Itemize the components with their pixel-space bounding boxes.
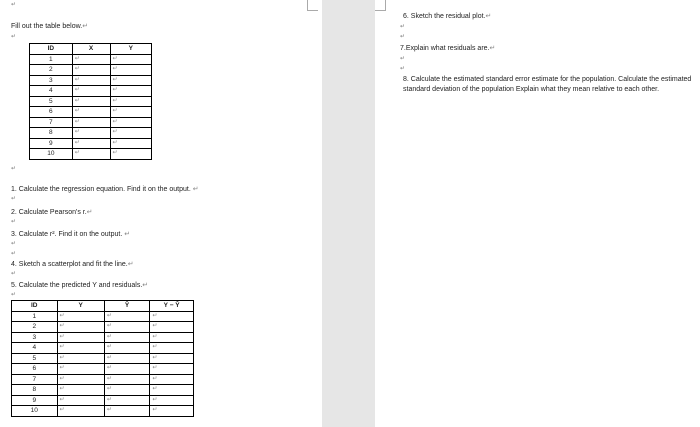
id-cell: 9 [30, 138, 73, 149]
column-header: ID [12, 301, 58, 312]
id-cell: 6 [12, 364, 58, 375]
id-cell: 2 [12, 322, 58, 333]
empty-cell[interactable]: ↵ [110, 117, 152, 128]
column-header: Y [57, 301, 104, 312]
question-8: 8. Calculate the estimated standard error estimate for the population. Calculate the estimated standard deviation of the population Explain what they mean relative to each other. [403, 76, 692, 93]
paragraph-mark: ↵ [11, 34, 17, 40]
table-row [12, 332, 194, 343]
empty-cell[interactable]: ↵ [150, 322, 194, 333]
empty-cell[interactable]: ↵ [150, 311, 194, 322]
empty-cell[interactable]: ↵ [104, 322, 150, 333]
empty-cell[interactable]: ↵ [72, 96, 110, 107]
empty-cell[interactable]: ↵ [110, 128, 152, 139]
paragraph-mark: ↵ [11, 2, 17, 8]
empty-cell[interactable]: ↵ [72, 128, 110, 139]
empty-cell[interactable]: ↵ [57, 332, 104, 343]
paragraph-mark: ↵ [11, 251, 17, 257]
empty-cell[interactable]: ↵ [104, 311, 150, 322]
table-row [30, 128, 152, 139]
table-row [30, 96, 152, 107]
table-row [12, 385, 194, 396]
table-row [30, 138, 152, 149]
question-3: 3. Calculate r². Find it on the output. ↵ [11, 231, 131, 238]
table-row [12, 374, 194, 385]
id-cell: 10 [12, 406, 58, 417]
empty-cell[interactable]: ↵ [104, 332, 150, 343]
question-6: 6. Sketch the residual plot.↵ [403, 13, 492, 20]
table-row [30, 149, 152, 160]
empty-cell[interactable]: ↵ [104, 353, 150, 364]
table-row [12, 343, 194, 354]
table-row [12, 406, 194, 417]
table-row [12, 364, 194, 375]
question-7: 7.Explain what residuals are.↵ [400, 45, 496, 52]
id-cell: 10 [30, 149, 73, 160]
document-page-right [375, 0, 700, 427]
column-header: ID [30, 44, 73, 55]
empty-cell[interactable]: ↵ [57, 406, 104, 417]
empty-cell[interactable]: ↵ [150, 385, 194, 396]
table-row [30, 86, 152, 97]
empty-cell[interactable]: ↵ [110, 107, 152, 118]
empty-cell[interactable]: ↵ [110, 138, 152, 149]
data-table-xy [29, 43, 152, 160]
id-cell: 1 [12, 311, 58, 322]
empty-cell[interactable]: ↵ [104, 406, 150, 417]
empty-cell[interactable]: ↵ [72, 138, 110, 149]
empty-cell[interactable]: ↵ [57, 395, 104, 406]
question-1: 1. Calculate the regression equation. Find it on the output. ↵ [11, 186, 199, 193]
id-cell: 5 [30, 96, 73, 107]
id-cell: 9 [12, 395, 58, 406]
empty-cell[interactable]: ↵ [110, 86, 152, 97]
id-cell: 6 [30, 107, 73, 118]
table-row [12, 395, 194, 406]
empty-cell[interactable]: ↵ [104, 374, 150, 385]
table-row [30, 54, 152, 65]
id-cell: 7 [30, 117, 73, 128]
empty-cell[interactable]: ↵ [57, 353, 104, 364]
id-cell: 5 [12, 353, 58, 364]
id-cell: 4 [12, 343, 58, 354]
empty-cell[interactable]: ↵ [104, 343, 150, 354]
empty-cell[interactable]: ↵ [110, 54, 152, 65]
empty-cell[interactable]: ↵ [110, 149, 152, 160]
page-gap [322, 0, 375, 427]
column-header: Ŷ [104, 301, 150, 312]
table-row [30, 75, 152, 86]
empty-cell[interactable]: ↵ [104, 385, 150, 396]
paragraph-mark: ↵ [11, 271, 17, 277]
table-row [12, 311, 194, 322]
empty-cell[interactable]: ↵ [150, 353, 194, 364]
id-cell: 8 [30, 128, 73, 139]
empty-cell[interactable]: ↵ [72, 107, 110, 118]
column-header: Y − Ŷ [150, 301, 194, 312]
intro-text: Fill out the table below.↵ [11, 23, 89, 30]
empty-cell[interactable]: ↵ [57, 322, 104, 333]
empty-cell[interactable]: ↵ [72, 117, 110, 128]
table-row [30, 117, 152, 128]
paragraph-mark: ↵ [11, 166, 17, 172]
document-page-left [0, 0, 322, 427]
question-2: 2. Calculate Pearson's r.↵ [11, 209, 93, 216]
empty-cell[interactable]: ↵ [57, 343, 104, 354]
id-cell: 2 [30, 65, 73, 76]
empty-cell[interactable]: ↵ [72, 149, 110, 160]
paragraph-mark: ↵ [11, 219, 17, 225]
table-row [12, 322, 194, 333]
empty-cell[interactable]: ↵ [150, 364, 194, 375]
id-cell: 1 [30, 54, 73, 65]
table-row [12, 353, 194, 364]
id-cell: 3 [30, 75, 73, 86]
question-4: 4. Sketch a scatterplot and fit the line.↵ [11, 261, 134, 268]
question-5: 5. Calculate the predicted Y and residuals.↵ [11, 282, 149, 289]
column-header: Y [110, 44, 152, 55]
paragraph-mark: ↵ [11, 196, 17, 202]
empty-cell[interactable]: ↵ [57, 374, 104, 385]
empty-cell[interactable]: ↵ [150, 406, 194, 417]
empty-cell[interactable]: ↵ [57, 364, 104, 375]
table-row [30, 65, 152, 76]
paragraph-mark: ↵ [400, 34, 406, 40]
column-header: X [72, 44, 110, 55]
paragraph-mark: ↵ [400, 24, 406, 30]
paragraph-mark: ↵ [11, 292, 17, 298]
empty-cell[interactable]: ↵ [72, 86, 110, 97]
empty-cell[interactable]: ↵ [110, 75, 152, 86]
paragraph-mark: ↵ [400, 66, 406, 72]
table-row [30, 107, 152, 118]
empty-cell[interactable]: ↵ [72, 75, 110, 86]
empty-cell[interactable]: ↵ [110, 96, 152, 107]
empty-cell[interactable]: ↵ [57, 311, 104, 322]
empty-cell[interactable]: ↵ [150, 374, 194, 385]
paragraph-mark: ↵ [400, 56, 406, 62]
id-cell: 7 [12, 374, 58, 385]
id-cell: 8 [12, 385, 58, 396]
empty-cell[interactable]: ↵ [150, 395, 194, 406]
empty-cell[interactable]: ↵ [104, 395, 150, 406]
empty-cell[interactable]: ↵ [110, 65, 152, 76]
crop-mark [375, 0, 386, 11]
crop-mark [307, 0, 318, 11]
empty-cell[interactable]: ↵ [150, 332, 194, 343]
empty-cell[interactable]: ↵ [150, 343, 194, 354]
paragraph-mark: ↵ [11, 241, 17, 247]
empty-cell[interactable]: ↵ [72, 65, 110, 76]
data-table-residuals [11, 300, 194, 417]
empty-cell[interactable]: ↵ [72, 54, 110, 65]
id-cell: 4 [30, 86, 73, 97]
id-cell: 3 [12, 332, 58, 343]
empty-cell[interactable]: ↵ [104, 364, 150, 375]
empty-cell[interactable]: ↵ [57, 385, 104, 396]
